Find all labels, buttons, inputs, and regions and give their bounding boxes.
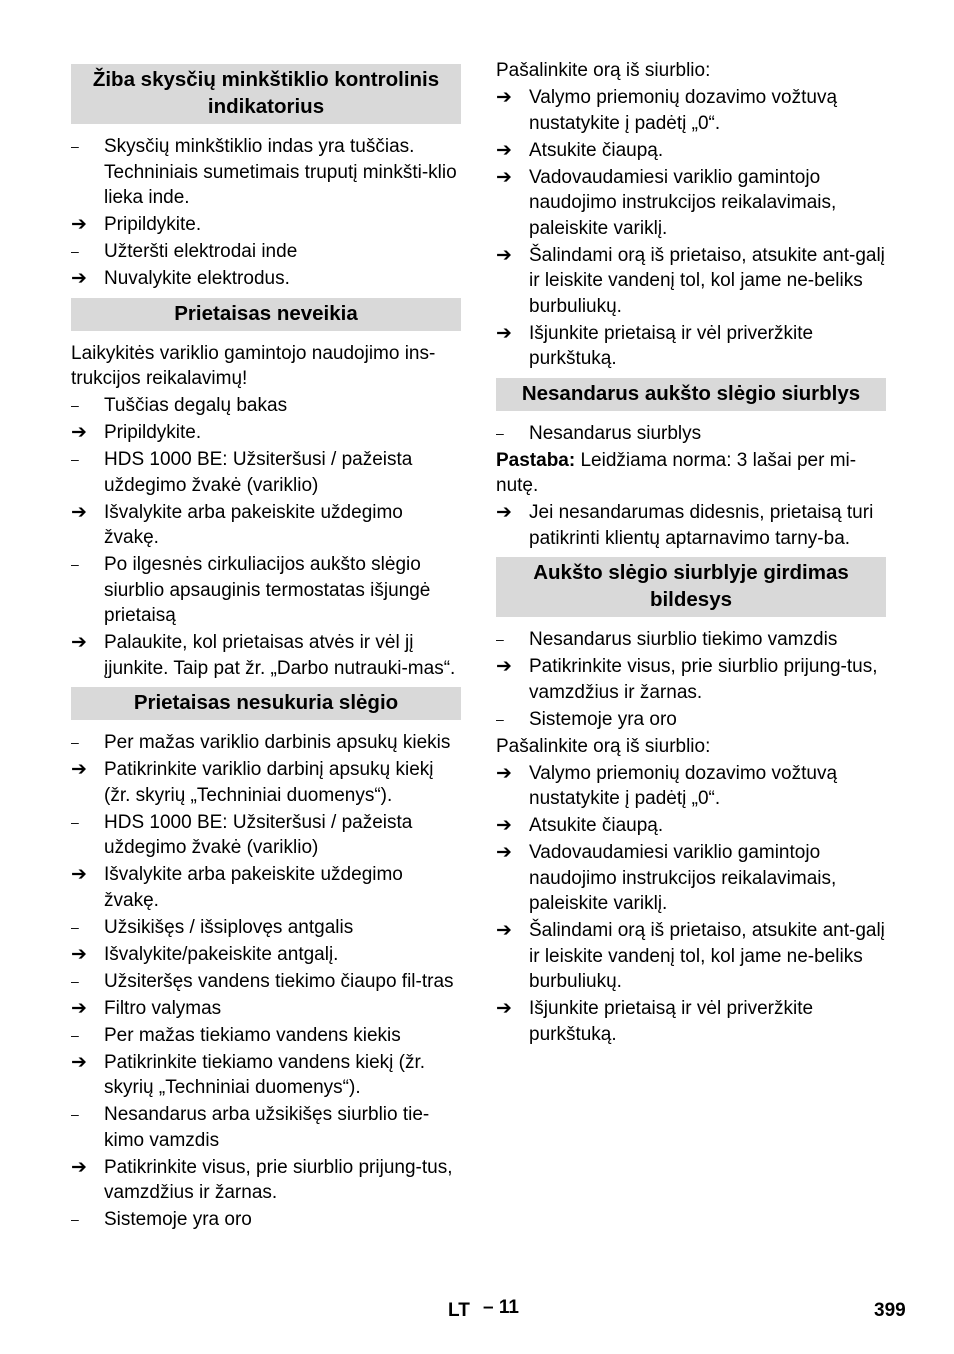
action-item — [71, 500, 461, 551]
action-item — [496, 243, 886, 320]
section-heading: Prietaisas nesukuria slėgio — [71, 687, 461, 720]
item-text: Per mažas tiekiamo vandens kiekis — [104, 1024, 401, 1046]
item-text: Sistemoje yra oro — [529, 708, 677, 730]
section-heading: Nesandarus aukšto slėgio siurblys — [496, 378, 886, 411]
dash-icon: – — [71, 972, 79, 989]
dash-icon: – — [71, 451, 79, 467]
item-text: Išvalykite arba pakeiskite uždegimo žvakę. — [104, 501, 403, 548]
action-item — [71, 757, 461, 808]
cause-item — [71, 552, 461, 629]
cause-item — [71, 810, 461, 861]
item-text: Atsukite čiaupą. — [529, 139, 664, 161]
note-paragraph — [496, 448, 886, 499]
action-item — [496, 996, 886, 1047]
dash-icon: – — [71, 243, 79, 259]
page-number: 399 — [874, 1300, 906, 1321]
dash-icon: – — [71, 556, 79, 572]
item-text: Nesandarus siurblys — [529, 422, 702, 444]
item-text: Pripildykite. — [104, 422, 202, 443]
action-item — [71, 266, 461, 292]
arrow-icon: ➔ — [496, 920, 512, 941]
arrow-icon: ➔ — [496, 842, 512, 863]
cause-item — [496, 421, 886, 447]
dash-icon: – — [71, 1026, 79, 1043]
action-item — [496, 165, 886, 242]
arrow-icon: ➔ — [496, 502, 512, 523]
cause-item — [71, 239, 461, 265]
item-text: Užsikišęs / išsiplovęs antgalis — [104, 916, 354, 938]
item-text: Vadovaudamiesi variklio gamintojo naudojimo instrukcijos reikalavimais, paleiskite variklį. — [529, 166, 837, 239]
footer-language: LT — [448, 1300, 470, 1321]
action-item — [496, 761, 886, 812]
item-text: Pripildykite. — [104, 214, 202, 235]
cause-item — [71, 969, 461, 995]
action-item — [496, 500, 886, 551]
arrow-icon: ➔ — [496, 815, 512, 836]
section-heading: Aukšto slėgio siurblyje girdimas bildesys — [496, 557, 886, 617]
paragraph: Pašalinkite orą iš siurblio: — [496, 60, 711, 81]
arrow-icon: ➔ — [71, 214, 87, 235]
arrow-icon: ➔ — [71, 759, 87, 780]
arrow-icon: ➔ — [71, 1051, 87, 1073]
item-text: Palaukite, kol prietaisas atvės ir vėl jį įjunkite. Taip pat žr. „Darbo nutrauki-mas“. — [104, 632, 456, 679]
arrow-icon: ➔ — [496, 166, 512, 188]
action-item — [71, 630, 461, 681]
action-item — [71, 862, 461, 913]
arrow-icon: ➔ — [71, 632, 87, 653]
action-item — [496, 813, 886, 839]
item-text: HDS 1000 BE: Užsiteršusi / pažeista uždegimo žvakė (variklio) — [104, 811, 413, 858]
dash-icon: – — [71, 1211, 79, 1227]
arrow-icon: ➔ — [496, 139, 512, 161]
footer-section-page: – 11 — [483, 1297, 519, 1318]
item-text: Išjunkite prietaisą ir vėl priveržkite purkštuką. — [529, 998, 814, 1045]
cause-item — [71, 1023, 461, 1049]
dash-icon: – — [71, 918, 79, 935]
item-text: Nesandarus siurblio tiekimo vamzdis — [529, 629, 838, 650]
item-text: Šalindami orą iš prietaiso, atsukite ant-galį ir leiskite vandenį tol, kol jame ne-beliks burbuliukų. — [529, 920, 885, 992]
cause-item — [496, 707, 886, 733]
cause-item — [71, 730, 461, 756]
arrow-icon: ➔ — [496, 998, 512, 1019]
action-item — [71, 1155, 461, 1206]
item-text: Po ilgesnės cirkuliacijos aukšto slėgio siurblio apsauginis termostatas išjungė prietaisą — [104, 554, 431, 626]
cause-item — [496, 627, 886, 653]
action-item — [71, 996, 461, 1022]
page-footer — [0, 1297, 954, 1327]
item-text: Nuvalykite elektrodus. — [104, 268, 290, 289]
dash-icon: – — [496, 631, 504, 647]
dash-icon: – — [71, 734, 79, 750]
item-text: Valymo priemonių dozavimo vožtuvą nustatykite į padėtį „0“. — [529, 762, 838, 809]
dash-icon: – — [496, 424, 504, 441]
item-text: Filtro valymas — [104, 997, 222, 1019]
item-text: Sistemoje yra oro — [104, 1209, 252, 1230]
dash-icon: – — [496, 710, 504, 727]
action-item — [496, 321, 886, 372]
item-text: Šalindami orą iš prietaiso, atsukite ant-galį ir leiskite vandenį tol, kol jame ne-beliks burbuliukų. — [529, 244, 885, 317]
action-item — [71, 1050, 461, 1101]
action-item — [71, 942, 461, 968]
item-text: Išvalykite/pakeiskite antgalį. — [104, 943, 339, 965]
arrow-icon: ➔ — [71, 501, 87, 523]
paragraph: Laikykitės variklio gamintojo naudojimo ins-trukcijos reikalavimų! — [71, 342, 436, 389]
item-text: Jei nesandarumas didesnis, prietaisą turi patikrinti klientų aptarnavimo tarny-ba. — [529, 502, 874, 549]
action-item — [496, 918, 886, 995]
item-text: Užteršti elektrodai inde — [104, 241, 298, 262]
item-text: Išvalykite arba pakeiskite uždegimo žvakę. — [104, 864, 403, 911]
action-item — [496, 654, 886, 705]
arrow-icon: ➔ — [496, 656, 512, 677]
item-text: Vadovaudamiesi variklio gamintojo naudojimo instrukcijos reikalavimais, paleiskite variklį. — [529, 842, 837, 914]
cause-item — [71, 1102, 461, 1153]
note-text: Leidžiama norma: 3 lašai per mi-nutę. — [496, 449, 857, 496]
note-label: Pastaba: — [496, 449, 576, 471]
section-heading: Prietaisas neveikia — [71, 298, 461, 331]
action-item — [496, 85, 886, 136]
item-text: Išjunkite prietaisą ir vėl priveržkite purkštuką. — [529, 322, 814, 369]
item-text: Patikrinkite variklio darbinį apsukų kiekį (žr. skyrių „Techniniai duomenys“). — [104, 759, 434, 806]
cause-item — [71, 393, 461, 419]
action-item — [71, 420, 461, 446]
left-column — [71, 58, 461, 1234]
item-text: Atsukite čiaupą. — [529, 815, 664, 836]
paragraph: Pašalinkite orą iš siurblio: — [496, 735, 711, 757]
item-text: Patikrinkite visus, prie siurblio prijung-tus, vamzdžius ir žarnas. — [529, 656, 878, 703]
arrow-icon: ➔ — [71, 1156, 87, 1178]
cause-item — [71, 915, 461, 941]
item-text: Patikrinkite visus, prie siurblio prijung-tus, vamzdžius ir žarnas. — [104, 1156, 453, 1203]
item-text: Užsiteršęs vandens tiekimo čiaupo fil-tras — [104, 970, 454, 992]
arrow-icon: ➔ — [71, 943, 87, 965]
item-text: Per mažas variklio darbinis apsukų kiekis — [104, 732, 451, 753]
right-column — [496, 58, 886, 1049]
action-item — [496, 840, 886, 917]
cause-item — [71, 1207, 461, 1233]
arrow-icon: ➔ — [71, 864, 87, 885]
item-text: Valymo priemonių dozavimo vožtuvą nustatykite į padėtį „0“. — [529, 87, 838, 134]
arrow-icon: ➔ — [496, 87, 512, 108]
item-text: Skysčių minkštiklio indas yra tuščias. Techniniais sumetimais truputį minkšti-klio lieka inde. — [104, 136, 457, 208]
item-text: HDS 1000 BE: Užsiteršusi / pažeista uždegimo žvakė (variklio) — [104, 449, 413, 496]
arrow-icon: ➔ — [71, 268, 87, 289]
arrow-icon: ➔ — [71, 997, 87, 1019]
arrow-icon: ➔ — [496, 322, 512, 344]
dash-icon: – — [71, 813, 79, 830]
dash-icon: – — [71, 138, 79, 154]
arrow-icon: ➔ — [496, 762, 512, 784]
section-heading: Žiba skysčių minkštiklio kontrolinis indikatorius — [71, 64, 461, 124]
arrow-icon: ➔ — [496, 244, 512, 266]
cause-item — [71, 134, 461, 211]
cause-item — [71, 447, 461, 498]
arrow-icon: ➔ — [71, 422, 87, 443]
item-text: Patikrinkite tiekiamo vandens kiekį (žr. skyrių „Techniniai duomenys“). — [104, 1051, 426, 1098]
action-item — [496, 138, 886, 164]
action-item — [71, 212, 461, 238]
item-text: Tuščias degalų bakas — [104, 395, 288, 416]
item-text: Nesandarus arba užsikišęs siurblio tie-kimo vamzdis — [104, 1104, 430, 1151]
dash-icon: – — [71, 397, 79, 413]
dash-icon: – — [71, 1106, 79, 1122]
